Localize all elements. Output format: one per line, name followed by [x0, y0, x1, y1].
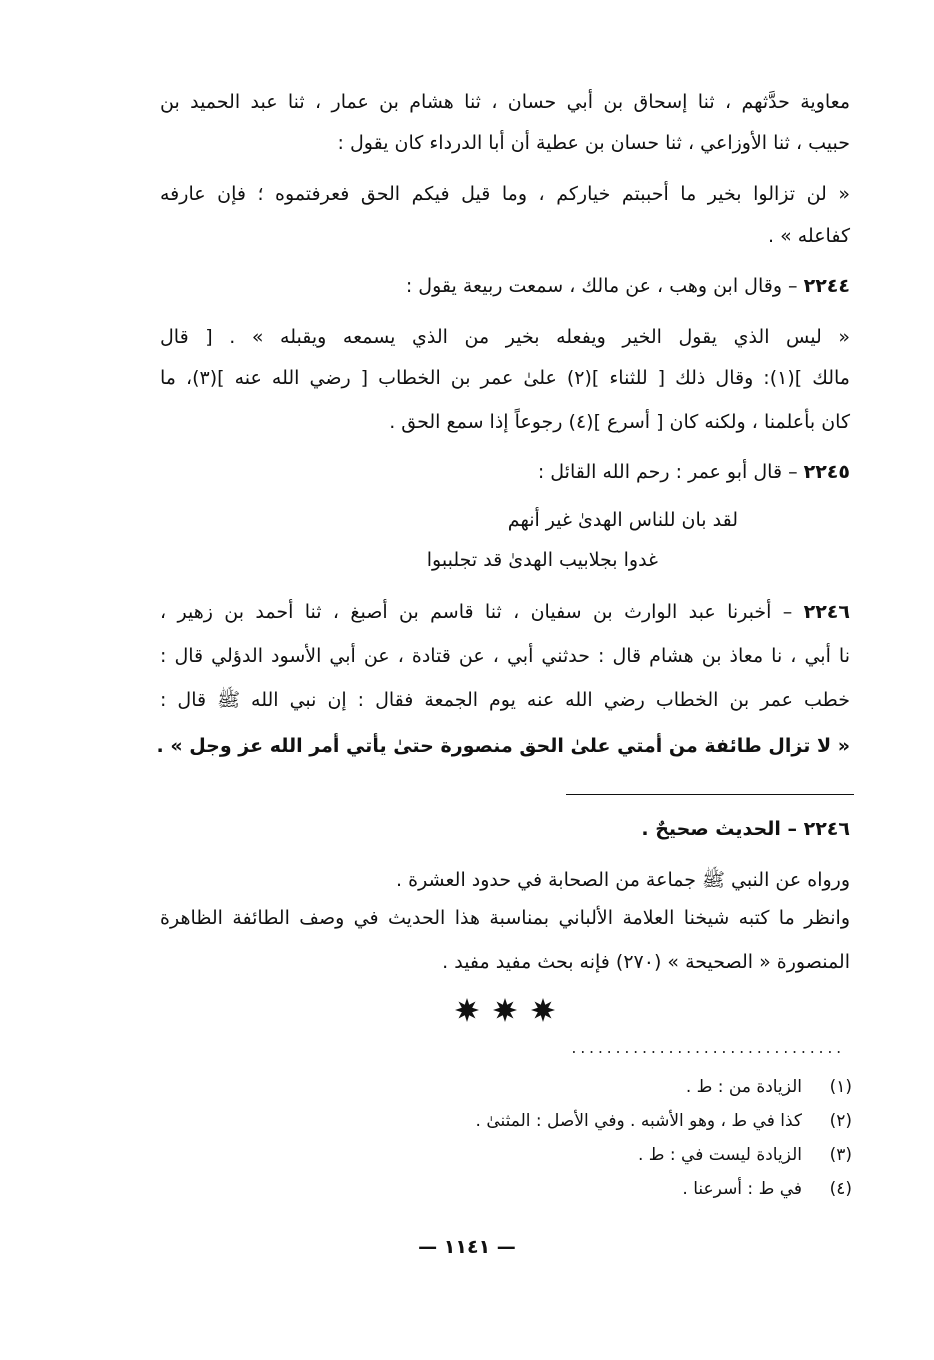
star-icon	[531, 998, 555, 1022]
entry-heading	[160, 272, 850, 300]
text-line: مالك ](١): وقال ذلك [ للثناء ](٢) علىٰ عمر بن الخطاب [ رضي الله عنه ](٣)، ما	[160, 367, 850, 389]
footnote-text: كذا في ط ، وهو الأشبه . وفي الأصل : المثنىٰ .	[475, 1111, 802, 1131]
entry-heading-text: – أخبرنا عبد الوارث بن سفيان ، ثنا قاسم بن أصبغ ، ثنا أحمد بن زهير ،	[160, 601, 804, 623]
star-icon	[493, 998, 517, 1022]
text-line: نا أبي ، نا معاذ بن هشام قال : حدثني أبي ، عن قتادة ، عن أبي الأسود الدؤلي قال :	[160, 645, 850, 667]
footnote-number: (٤)	[829, 1179, 852, 1199]
section-divider	[566, 794, 854, 795]
footnote-number: (٣)	[829, 1145, 852, 1165]
verse-line: غدوا بجلابيب الهدىٰ قد تجلببوا	[426, 549, 658, 571]
text-line: حبيب ، ثنا الأوزاعي ، ثنا حسان بن عطية أن أبا الدرداء كان يقول :	[337, 132, 850, 154]
footnote-separator: ...............................	[570, 1042, 844, 1057]
footnote-text: في ط : أسرعنا .	[682, 1179, 802, 1199]
text-line: المنصورة « الصحيحة » (٢٧٠) فإنه بحث مفيد مفيد .	[442, 951, 850, 973]
footnote	[476, 1108, 852, 1134]
footnote-number: (٢)	[829, 1111, 852, 1131]
text-line: ورواه عن النبي ﷺ جماعة من الصحابة في حدود العشرة .	[396, 869, 850, 891]
hadith-text: « لا تزال طائفة من أمتي علىٰ الحق منصورة حتىٰ يأتي أمر الله عز وجل » .	[156, 735, 850, 757]
entry-number: ٢٢٤٦	[803, 601, 850, 623]
commentary-heading-text: – الحديث صحيحٌ .	[641, 818, 804, 840]
page-number: — ١١٤١ —	[418, 1236, 516, 1258]
footnote-number: (١)	[829, 1077, 852, 1097]
entry-heading-text: – قال أبو عمر : رحم الله القائل :	[537, 461, 804, 483]
star-icon	[455, 998, 479, 1022]
text-line: « ليس الذي يقول الخير ويفعله بخير من الذي يسمعه ويقبله » . [ قال	[160, 326, 850, 348]
text-line: خطب عمر بن الخطاب رضي الله عنه يوم الجمعة فقال : إن نبي الله ﷺ قال :	[160, 689, 850, 711]
commentary-heading	[160, 815, 850, 843]
entry-heading-text: – وقال ابن وهب ، عن مالك ، سمعت ربيعة يقول :	[405, 275, 804, 297]
footnote	[638, 1142, 852, 1168]
text-line: « لن تزالوا بخير ما أحببتم خياركم ، وما قيل فيكم الحق فعرفتموه ؛ فإن عارفه	[160, 183, 850, 205]
text-line: كان بأعلمنا ، ولكنه كان [ أسرع ](٤) رجوعاً إذا سمع الحق .	[389, 411, 850, 433]
entry-heading	[160, 458, 850, 486]
entry-number: ٢٢٤٦	[803, 818, 850, 840]
entry-number: ٢٢٤٥	[803, 461, 850, 483]
star-divider	[455, 995, 555, 1025]
entry-heading	[160, 598, 850, 626]
text-line: كفاعله » .	[767, 225, 850, 247]
entry-number: ٢٢٤٤	[803, 275, 850, 297]
verse-line: لقد بان للناس الهدىٰ غير أنهم	[507, 509, 738, 531]
text-line: وانظر ما كتبه شيخنا العلامة الألباني بمناسبة هذا الحديث في وصف الطائفة الظاهرة	[160, 907, 850, 929]
footnote-text: الزيادة ليست في : ط .	[637, 1145, 802, 1165]
footnote	[686, 1074, 852, 1100]
footnote-text: الزيادة من : ط .	[685, 1077, 802, 1097]
footnote	[682, 1176, 852, 1202]
text-line: معاوية حدَّثهم ، ثنا إسحاق بن أبي حسان ، ثنا هشام بن عمار ، ثنا عبد الحميد بن	[160, 91, 850, 113]
